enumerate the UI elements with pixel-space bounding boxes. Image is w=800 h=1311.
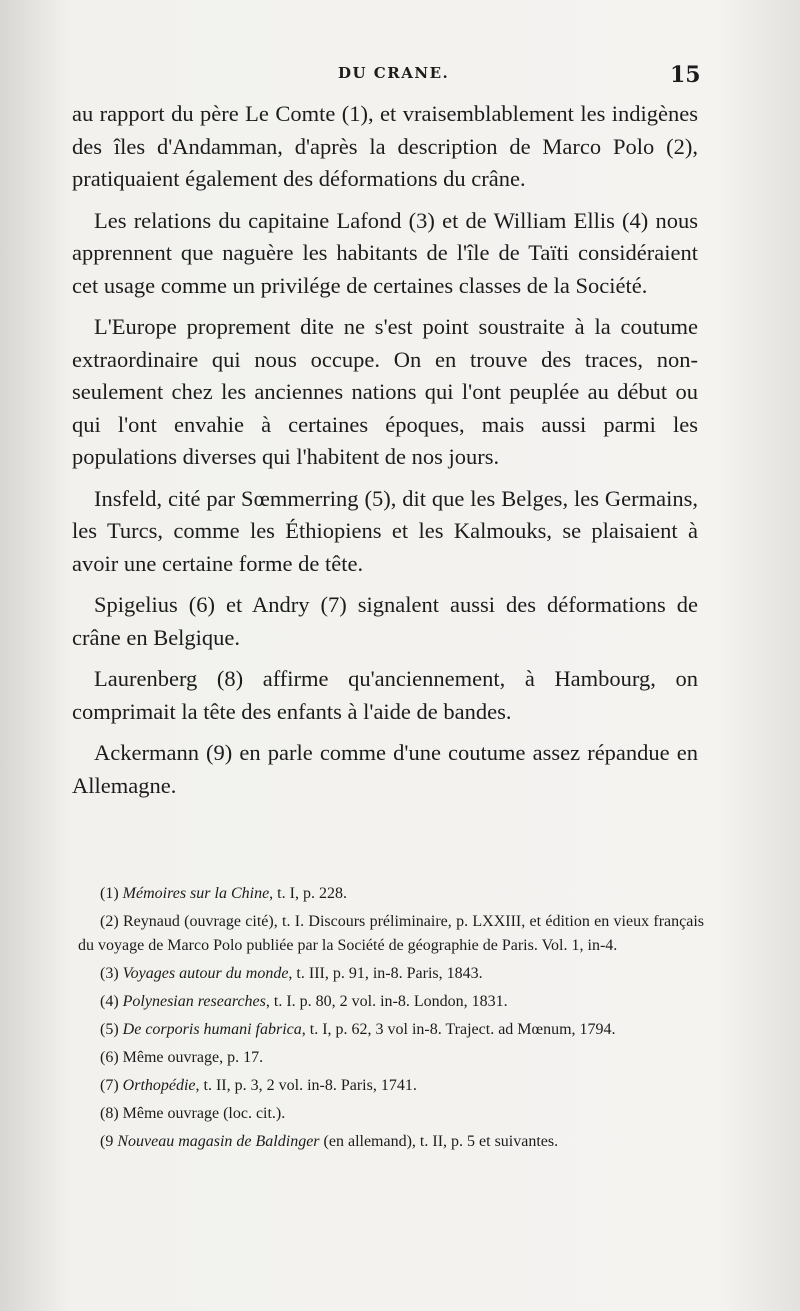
paragraph: L'Europe proprement dite ne s'est point soustraite à la coutume extraordinaire qui nous occupe. On en trouve des traces, non-seulement chez les anciennes nations qui l'ont peuplée au début ou qui l'ont envahie à certaines époques, mais aussi parmi les populations diverses qui l'habitent de nos jours. xyxy=(72,314,698,469)
paragraph: Ackermann (9) en parle comme d'une coutume assez répandue en Allemagne. xyxy=(72,740,698,798)
paragraph: Laurenberg (8) affirme qu'anciennement, à Hambourg, on comprimait la tête des enfants à l'aide de bandes. xyxy=(72,666,698,724)
footnote: (6) Même ouvrage, p. 17. xyxy=(100,1049,264,1066)
running-title: DU CRANE. xyxy=(338,64,450,82)
footnote: (3) Voyages autour du monde, t. III, p. 91, in-8. Paris, 1843. xyxy=(100,965,483,982)
paragraph: Spigelius (6) et Andry (7) signalent aussi des déformations de crâne en Belgique. xyxy=(72,592,698,650)
footnote: (5) De corporis humani fabrica, t. I, p. 62, 3 vol in-8. Traject. ad Mœnum, 1794. xyxy=(100,1021,616,1038)
footnotes xyxy=(78,882,704,1158)
footnote: (7) Orthopédie, t. II, p. 3, 2 vol. in-8. Paris, 1741. xyxy=(100,1077,417,1094)
body-text xyxy=(72,98,698,811)
running-head xyxy=(0,62,800,92)
footnote: (2) Reynaud (ouvrage cité), t. I. Discours préliminaire, p. LXXIII, et édition en vieux français du voyage de Marco Polo publiée par la Société de géographie de Paris. Vol. 1, in-4. xyxy=(78,913,705,954)
footnote: (9 Nouveau magasin de Baldinger (en allemand), t. II, p. 5 et suivantes. xyxy=(100,1133,559,1150)
page-number: 15 xyxy=(670,62,701,88)
footnote: (8) Même ouvrage (loc. cit.). xyxy=(100,1105,286,1122)
paragraph: au rapport du père Le Comte (1), et vraisemblablement les indigènes des îles d'Andamman, d'après la description de Marco Polo (2), pratiquaient également des déformations du crâne. xyxy=(72,101,698,191)
paragraph: Insfeld, cité par Sœmmerring (5), dit que les Belges, les Germains, les Turcs, comme les Éthiopiens et les Kalmouks, se plaisaient à avoir une certaine forme de tête. xyxy=(72,485,698,576)
footnote: (1) Mémoires sur la Chine, t. I, p. 228. xyxy=(100,885,347,902)
footnote: (4) Polynesian researches, t. I. p. 80, 2 vol. in-8. London, 1831. xyxy=(100,993,508,1010)
paragraph: Les relations du capitaine Lafond (3) et de William Ellis (4) nous apprennent que naguère les habitants de l'île de Taïti considéraient cet usage comme un privilége de certaines classes de la Société. xyxy=(72,207,698,298)
